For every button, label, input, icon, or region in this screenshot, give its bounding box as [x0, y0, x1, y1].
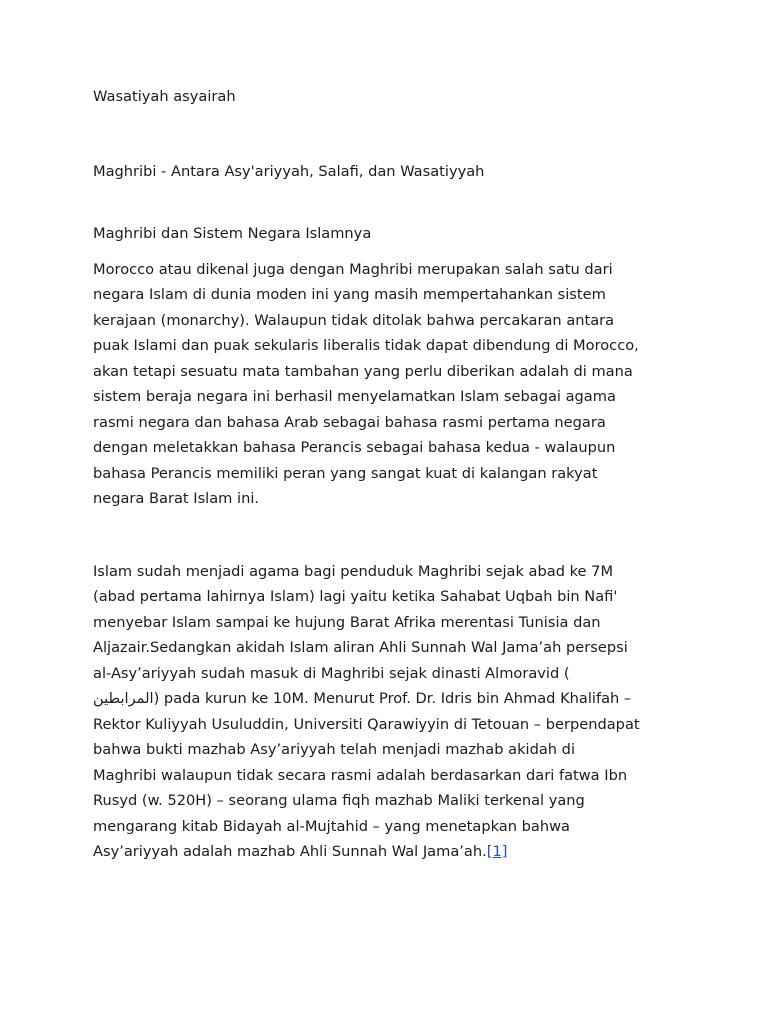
- paragraph-line: bahwa bukti mazhab Asy’ariyyah telah menjadi mazhab akidah di: [93, 741, 575, 758]
- section-heading: Maghribi dan Sistem Negara Islamnya: [93, 225, 372, 242]
- paragraph-line: rasmi negara dan bahasa Arab sebagai bahasa rasmi pertama negara: [93, 413, 606, 431]
- paragraph-line: akan tetapi sesuatu mata tambahan yang perlu diberikan adalah di mana: [93, 362, 633, 380]
- document-page: [93, 84, 693, 865]
- footnote-link[interactable]: [1]: [486, 843, 508, 860]
- paragraph-line: Islam sudah menjadi agama bagi penduduk Maghribi sejak abad ke 7M: [93, 562, 614, 580]
- paragraph-line: Rektor Kuliyyah Usuluddin, Universiti Qarawiyyin di Tetouan – berpendapat: [93, 715, 640, 733]
- paragraph-line: dengan meletakkan bahasa Perancis sebagai bahasa kedua - walaupun: [93, 439, 616, 456]
- document-subtitle: Maghribi - Antara Asy'ariyyah, Salafi, dan Wasatiyyah: [93, 162, 485, 180]
- paragraph-line: Aljazair.Sedangkan akidah Islam aliran Ahli Sunnah Wal Jama’ah persepsi: [93, 639, 628, 656]
- paragraph-line: kerajaan (monarchy). Walaupun tidak ditolak bahwa percakaran antara: [93, 311, 615, 329]
- paragraph-line: negara Barat Islam ini.: [93, 490, 260, 507]
- paragraph-line-text: Asy’ariyyah adalah mazhab Ahli Sunnah Wal Jama’ah.: [93, 843, 487, 860]
- paragraph-line: negara Islam di dunia moden ini yang masih mempertahankan sistem: [93, 286, 606, 303]
- paragraph-morocco: [93, 257, 693, 512]
- paragraph-line: mengarang kitab Bidayah al-Mujtahid – yang menetapkan bahwa: [93, 817, 570, 835]
- paragraph-line: menyebar Islam sampai ke hujung Barat Afrika merentasi Tunisia dan: [93, 613, 601, 631]
- arabic-term: المرابطين: [93, 690, 154, 707]
- paragraph-line: Morocco atau dikenal juga dengan Maghribi merupakan salah satu dari: [93, 260, 613, 278]
- paragraph-line: sistem beraja negara ini berhasil menyelamatkan Islam sebagai agama: [93, 388, 616, 405]
- document-title: Wasatiyah asyairah: [93, 88, 236, 105]
- paragraph-line: (abad pertama lahirnya Islam) lagi yaitu ketika Sahabat Uqbah bin Nafi': [93, 588, 618, 605]
- paragraph-line: al-Asy’ariyyah sudah masuk di Maghribi sejak dinasti Almoravid (: [93, 664, 570, 682]
- paragraph-line-arabic: [93, 686, 693, 712]
- paragraph-line: Rusyd (w. 520H) – seorang ulama fiqh mazhab Maliki terkenal yang: [93, 792, 585, 809]
- paragraph-line: Maghribi walaupun tidak secara rasmi adalah berdasarkan dari fatwa Ibn: [93, 766, 628, 784]
- paragraph-line-rest: ) pada kurun ke 10M. Menurut Prof. Dr. Idris bin Ahmad Khalifah –: [153, 690, 632, 707]
- paragraph-line: bahasa Perancis memiliki peran yang sangat kuat di kalangan rakyat: [93, 464, 598, 482]
- paragraph-line: puak Islami dan puak sekularis liberalis tidak dapat dibendung di Morocco,: [93, 337, 639, 354]
- paragraph-last-line: [93, 839, 693, 865]
- paragraph-islam-history: [93, 559, 693, 865]
